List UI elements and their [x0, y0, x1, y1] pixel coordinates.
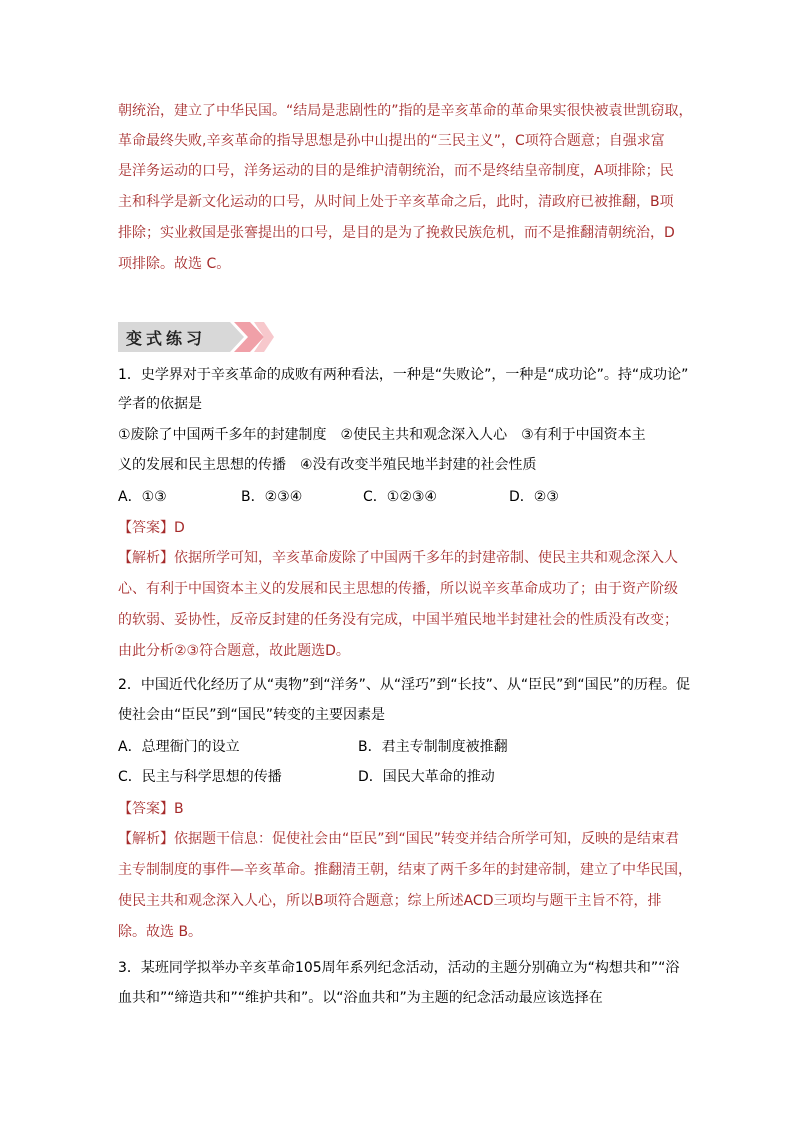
- analysis-tag: 【解析】: [118, 831, 174, 847]
- analysis-line: 使民主共和观念深入人心，所以B项符合题意；综上所述ACD三项均与题干主旨不符，排: [118, 893, 662, 909]
- analysis-line: 心、有利于中国资本主义的发展和民主思想的传播，所以说辛亥革命成功了；由于资产阶级: [118, 581, 678, 597]
- answer-line: [118, 518, 185, 538]
- question-stem: 学者的依据是: [118, 396, 202, 412]
- option-a: A．①③: [118, 489, 167, 505]
- question-stem: 1．史学界对于辛亥革命的成败有两种看法，一种是“失败论”，一种是“成功论”。持“成功论”: [118, 367, 689, 383]
- option-c: C．民主与科学思想的传播: [118, 769, 282, 785]
- question-stem: 使社会由“臣民”到“国民”转变的主要因素是: [118, 707, 386, 723]
- question-stem: 2．中国近代化经历了从“夷物”到“洋务”、从“淫巧”到“长技”、从“臣民”到“国民”的历程。促: [118, 677, 690, 693]
- question-stem: 血共和”“缔造共和”“维护共和”。以“浴血共和”为主题的纪念活动最应该选择在: [118, 990, 603, 1006]
- answer-tag: 【答案】: [118, 801, 174, 817]
- question-items: 义的发展和民主思想的传播 ④没有改变半殖民地半封建的社会性质: [118, 457, 537, 473]
- analysis-line: 除。故选 B。: [118, 924, 203, 940]
- option-b: B．君主专制制度被推翻: [358, 739, 508, 755]
- analysis-line: [118, 829, 679, 849]
- option-c: C．①②③④: [363, 489, 437, 505]
- answer-tag: 【答案】: [118, 520, 174, 536]
- analysis-line: 由此分析②③符合题意，故此题选D。: [118, 643, 350, 659]
- prev-analysis-line: 革命最终失败,辛亥革命的指导思想是孙中山提出的“三民主义”，C项符合题意；自强求富: [118, 133, 665, 149]
- analysis-text: 依据题干信息：促使社会由“臣民”到“国民”转变并结合所学可知，反映的是结束君: [174, 831, 680, 847]
- question-stem: 3．某班同学拟举办辛亥革命105周年系列纪念活动，活动的主题分别确立为“构想共和”“浴: [118, 960, 680, 976]
- analysis-line: 主专制制度的事件—辛亥革命。推翻清王朝，结束了两千多年的封建帝制，建立了中华民国，: [118, 862, 692, 878]
- option-b: B．②③④: [241, 489, 303, 505]
- answer-value: B: [174, 801, 184, 817]
- prev-analysis-line: 是洋务运动的口号，洋务运动的目的是维护清朝统治，而不是终结皇帝制度，A项排除；民: [118, 163, 674, 179]
- option-a: A．总理衙门的设立: [118, 739, 240, 755]
- option-d: D．国民大革命的推动: [358, 769, 495, 785]
- section-banner: [118, 320, 274, 354]
- analysis-line: [118, 548, 678, 568]
- section-title: 变式练习: [126, 329, 207, 348]
- answer-value: D: [174, 520, 185, 536]
- answer-line: [118, 799, 184, 819]
- prev-analysis-line: 项排除。故选 C。: [118, 256, 231, 272]
- analysis-tag: 【解析】: [118, 550, 174, 566]
- question-items: ①废除了中国两千多年的封建制度 ②使民主共和观念深入人心 ③有利于中国资本主: [118, 427, 646, 443]
- prev-analysis-line: 朝统治，建立了中华民国。“结局是悲剧性的”指的是辛亥革命的革命果实很快被袁世凯窃取，: [118, 103, 693, 119]
- analysis-line: 的软弱、妥协性，反帝反封建的任务没有完成，中国半殖民地半封建社会的性质没有改变；: [118, 612, 678, 628]
- prev-analysis-line: 主和科学是新文化运动的口号，从时间上处于辛亥革命之后，此时，清政府已被推翻，B项: [118, 194, 674, 210]
- analysis-text: 依据所学可知，辛亥革命废除了中国两千多年的封建帝制、使民主共和观念深入人: [174, 550, 678, 566]
- prev-analysis-line: 排除；实业救国是张謇提出的口号，是目的是为了挽救民族危机，而不是推翻清朝统治，D: [118, 225, 675, 241]
- option-d: D．②③: [509, 489, 559, 505]
